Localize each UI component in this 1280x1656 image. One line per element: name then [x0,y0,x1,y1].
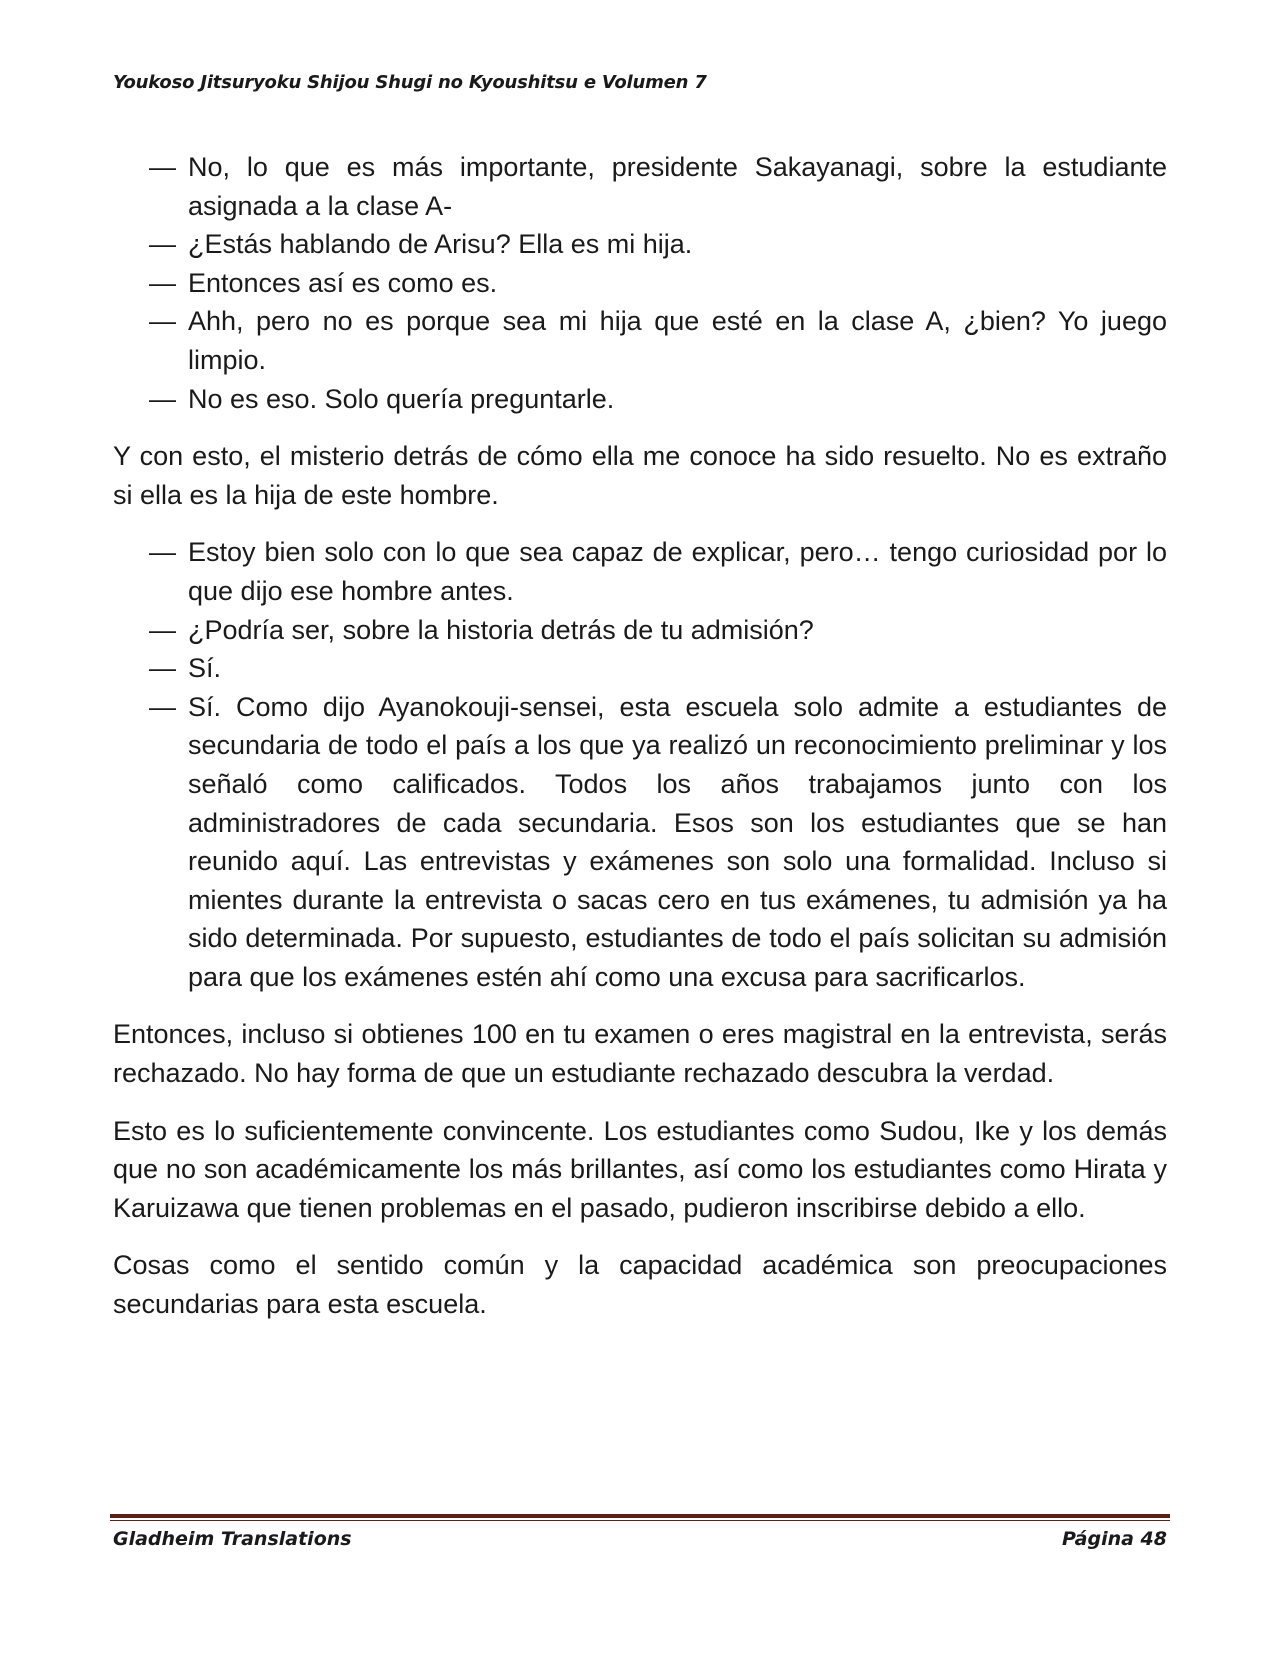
narration-paragraph: Esto es lo suficientemente convincente. Los estudiantes como Sudou, Ike y los demás que no son académicamente los más brillantes, así como los estudiantes como Hirata y Karuizawa que tienen problemas en el pasado, pudieron inscribirse debido a ello. [113,1115,1167,1223]
dialogue-block-1 [113,148,1167,418]
dialogue-line: — ¿Podría ser, sobre la historia detrás de tu admisión? [113,611,1167,650]
page-body [113,148,1167,1343]
dialogue-line: — ¿Estás hablando de Arisu? Ella es mi hija. [113,225,1167,264]
dialogue-line: — Sí. [113,649,1167,688]
dialogue-line: — Ahh, pero no es porque sea mi hija que esté en la clase A, ¿bien? Yo juego limpio. [113,302,1167,379]
dialogue-line: — Entonces así es como es. [113,264,1167,303]
dialogue-dash: — [149,267,176,298]
dialogue-dash: — [149,306,176,337]
dialogue-line: — No es eso. Solo quería preguntarle. [113,380,1167,419]
dialogue-dash: — [149,653,176,684]
page-header-title: Youkoso Jitsuryoku Shijou Shugi no Kyoushitsu e Volumen 7 [113,72,707,93]
dialogue-dash: — [149,537,176,568]
dialogue-dash: — [149,229,176,260]
dialogue-dash: — [149,614,176,645]
footer-divider [110,1514,1170,1521]
dialogue-dash: — [149,152,176,182]
footer-page-number: Página 48 [1061,1528,1167,1550]
narration-paragraph: Cosas como el sentido común y la capacidad académica son preocupaciones secundarias para esta escuela. [113,1250,1167,1320]
narration-paragraph: Y con esto, el misterio detrás de cómo ella me conoce ha sido resuelto. No es extraño si ella es la hija de este hombre. [113,441,1167,510]
narration-paragraph: Entonces, incluso si obtienes 100 en tu examen o eres magistral en la entrevista, serás rechazado. No hay forma de que un estudiante rechazado descubra la verdad. [113,1019,1167,1089]
dialogue-block-2 [113,533,1167,996]
footer-translator: Gladheim Translations [113,1528,352,1550]
dialogue-line: — No, lo que es más importante, presidente Sakayanagi, sobre la estudiante asignada a la clase A- [113,148,1167,225]
dialogue-line: — Sí. Como dijo Ayanokouji-sensei, esta escuela solo admite a estudiantes de secundaria de todo el país a los que ya realizó un reconocimiento preliminar y los señaló como calificados. Todos los años trabajamos junto con los administradores de cada secundaria. Esos son los estudiantes que se han reunido aquí. Las entrevistas y exámenes son solo una formalidad. Incluso si mientes durante la entrevista o sacas cero en tus exámenes, tu admisión ya ha sido determinada. Por supuesto, estudiantes de todo el país solicitan su admisión para que los exámenes estén ahí como una excusa para sacrificarlos. [113,688,1167,997]
dialogue-dash: — [149,383,176,414]
dialogue-dash: — [149,691,176,722]
dialogue-line: — Estoy bien solo con lo que sea capaz de explicar, pero… tengo curiosidad por lo que dijo ese hombre antes. [113,533,1167,610]
